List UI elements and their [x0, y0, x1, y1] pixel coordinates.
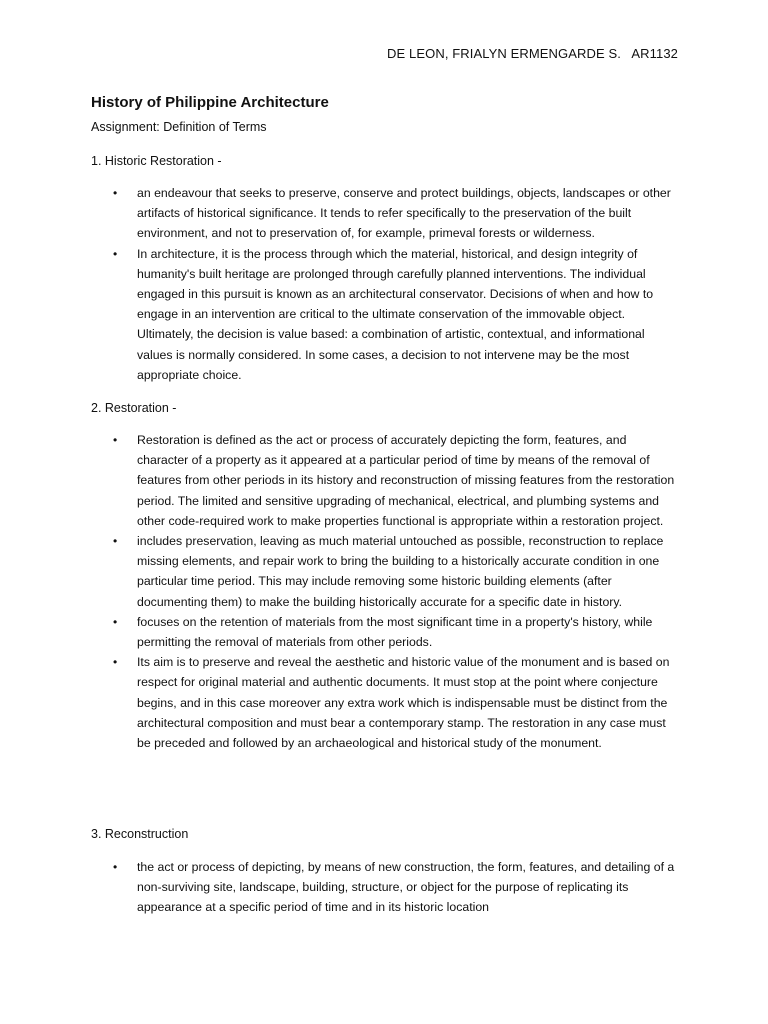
section-heading-historic-restoration: 1. Historic Restoration -: [91, 154, 222, 168]
bullet-icon: •: [113, 186, 118, 200]
list-item: [0, 612, 680, 652]
section-heading-restoration: 2. Restoration -: [91, 401, 177, 415]
section-heading-reconstruction: 3. Reconstruction: [91, 827, 189, 841]
list-item-text: includes preservation, leaving as much material untouched as possible, reconstruction to replace missing elements, and repair work to bring the building to a historically accurate condition in one particular time period. This may include removing some historic building elements (after documenting them) to make the building historically accurate for a specific date in history.: [137, 534, 664, 609]
bullet-icon: •: [113, 860, 118, 874]
section-list-reconstruction: [0, 857, 680, 918]
bullet-icon: •: [113, 433, 118, 447]
list-item-text: an endeavour that seeks to preserve, conserve and protect buildings, objects, landscapes or other artifacts of historical significance. It tends to refer specifically to the preservation of the built environment, and not to preservation of, for example, primeval forests or wilderness.: [137, 186, 671, 241]
list-item: [0, 652, 680, 753]
list-item: [0, 531, 680, 612]
author-header: DE LEON, FRIALYN ERMENGARDE S. AR1132: [387, 46, 678, 61]
list-item-text: focuses on the retention of materials from the most significant time in a property's history, while permitting the removal of materials from other periods.: [137, 614, 653, 650]
bullet-icon: •: [113, 246, 118, 261]
bullet-icon: •: [113, 614, 118, 629]
list-item-text: the act or process of depicting, by means of new construction, the form, features, and detailing of a non-surviving site, landscape, building, structure, or object for the purpose of replicating its appearance at a specific period of time and in its historic location: [137, 860, 675, 915]
bullet-icon: •: [113, 655, 118, 670]
document-subtitle: Assignment: Definition of Terms: [91, 120, 267, 134]
document-title: History of Philippine Architecture: [91, 94, 329, 111]
list-item: [0, 857, 680, 918]
list-item-text: In architecture, it is the process through which the material, historical, and design integrity of humanity's built heritage are prolonged through carefully planned interventions. The individual engaged in this pursuit is known as an architectural conservator. Decisions of when and how to engage in an intervention are critical to the ultimate conservation of the immovable object. Ultimately, the decision is value based: a combination of artistic, contextual, and informational values is normally considered. In some cases, a decision to not intervene may be the most appropriate choice.: [137, 246, 654, 382]
section-list-historic-restoration: [0, 183, 680, 385]
list-item-text: Its aim is to preserve and reveal the aesthetic and historic value of the monument and is based on respect for original material and authentic documents. It must stop at the point where conjecture begins, and in this case moreover any extra work which is indispensable must be distinct from the architectural composition and must bear a contemporary stamp. The restoration in any case must be preceded and followed by an archaeological and historical study of the monument.: [137, 655, 670, 751]
list-item: [0, 183, 680, 244]
list-item-text: Restoration is defined as the act or process of accurately depicting the form, features, and character of a property as it appeared at a particular period of time by means of the removal of features from other periods in its history and reconstruction of missing features from the restoration period. The limited and sensitive upgrading of mechanical, electrical, and plumbing systems and other code-required work to make properties functional is appropriate within a restoration project.: [137, 433, 675, 528]
list-item: [0, 244, 680, 385]
section-list-restoration: [0, 430, 680, 753]
bullet-icon: •: [113, 534, 118, 549]
list-item: [0, 430, 680, 531]
